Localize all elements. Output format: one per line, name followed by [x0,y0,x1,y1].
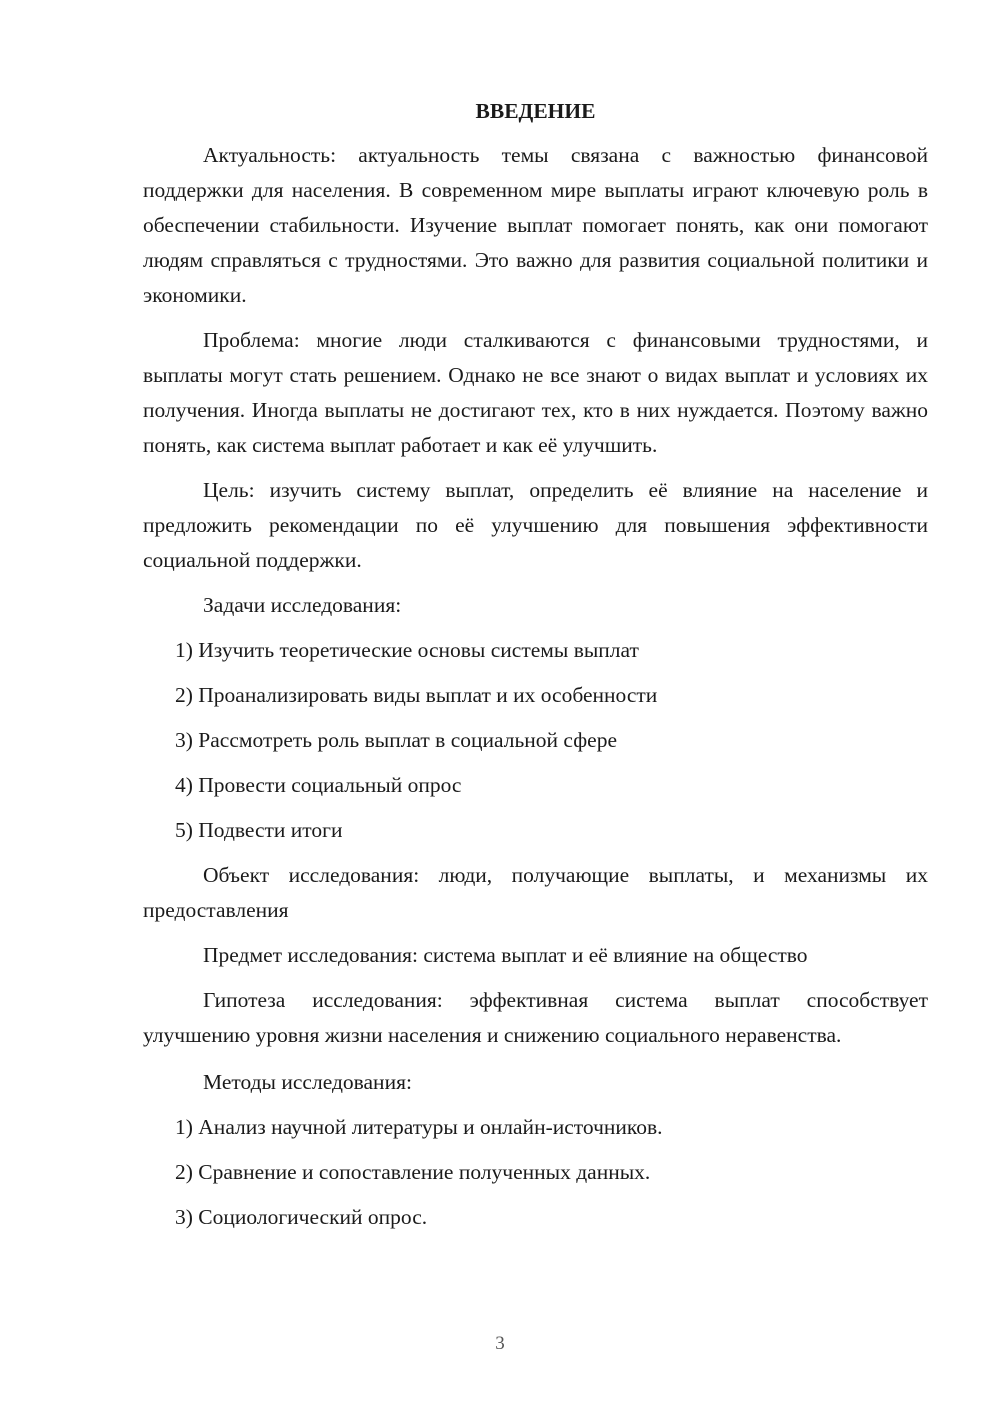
task-item: 5) Подвести итоги [175,818,343,842]
method-item: 3) Социологический опрос. [175,1205,428,1229]
document-page [143,96,928,1245]
methods-list [143,1110,928,1235]
task-item: 4) Провести социальный опрос [175,773,462,797]
task-item: 2) Проанализировать виды выплат и их особенности [175,683,658,707]
relevance-paragraph: Актуальность: актуальность темы связана с важностью финансовой поддержки для населения. В современном мире выплаты играют ключевую роль в обеспечении стабильности. Изучение выплат помогает понять, как они помогают людям справляться с трудностями. Это важно для развития социальной политики и экономики. [143,143,928,307]
method-item: 1) Анализ научной литературы и онлайн-источников. [175,1115,663,1139]
task-item: 1) Изучить теоретические основы системы выплат [175,638,639,662]
method-item: 2) Сравнение и сопоставление полученных данных. [175,1160,651,1184]
problem-paragraph: Проблема: многие люди сталкиваются с финансовыми трудностями, и выплаты могут стать решением. Однако не все знают о видах выплат и условиях их получения. Иногда выплаты не достигают тех, кто в них нуждается. Поэтому важно понять, как система выплат работает и как её улучшить. [143,328,928,457]
tasks-title: Задачи исследования: [203,593,402,617]
methods-title: Методы исследования: [203,1070,412,1094]
object-paragraph: Объект исследования: люди, получающие выплаты, и механизмы их предоставления [143,863,928,922]
goal-paragraph: Цель: изучить систему выплат, определить её влияние на население и предложить рекомендации по её улучшению для повышения эффективности социальной поддержки. [143,478,928,572]
subject-paragraph: Предмет исследования: система выплат и её влияние на общество [203,943,808,967]
section-heading: ВВЕДЕНИЕ [475,99,596,123]
tasks-list [143,633,928,848]
hypothesis-paragraph: Гипотеза исследования: эффективная система выплат способствует улучшению уровня жизни населения и снижению социального неравенства. [143,988,928,1047]
task-item: 3) Рассмотреть роль выплат в социальной сфере [175,728,617,752]
page-number: 3 [495,1333,505,1354]
